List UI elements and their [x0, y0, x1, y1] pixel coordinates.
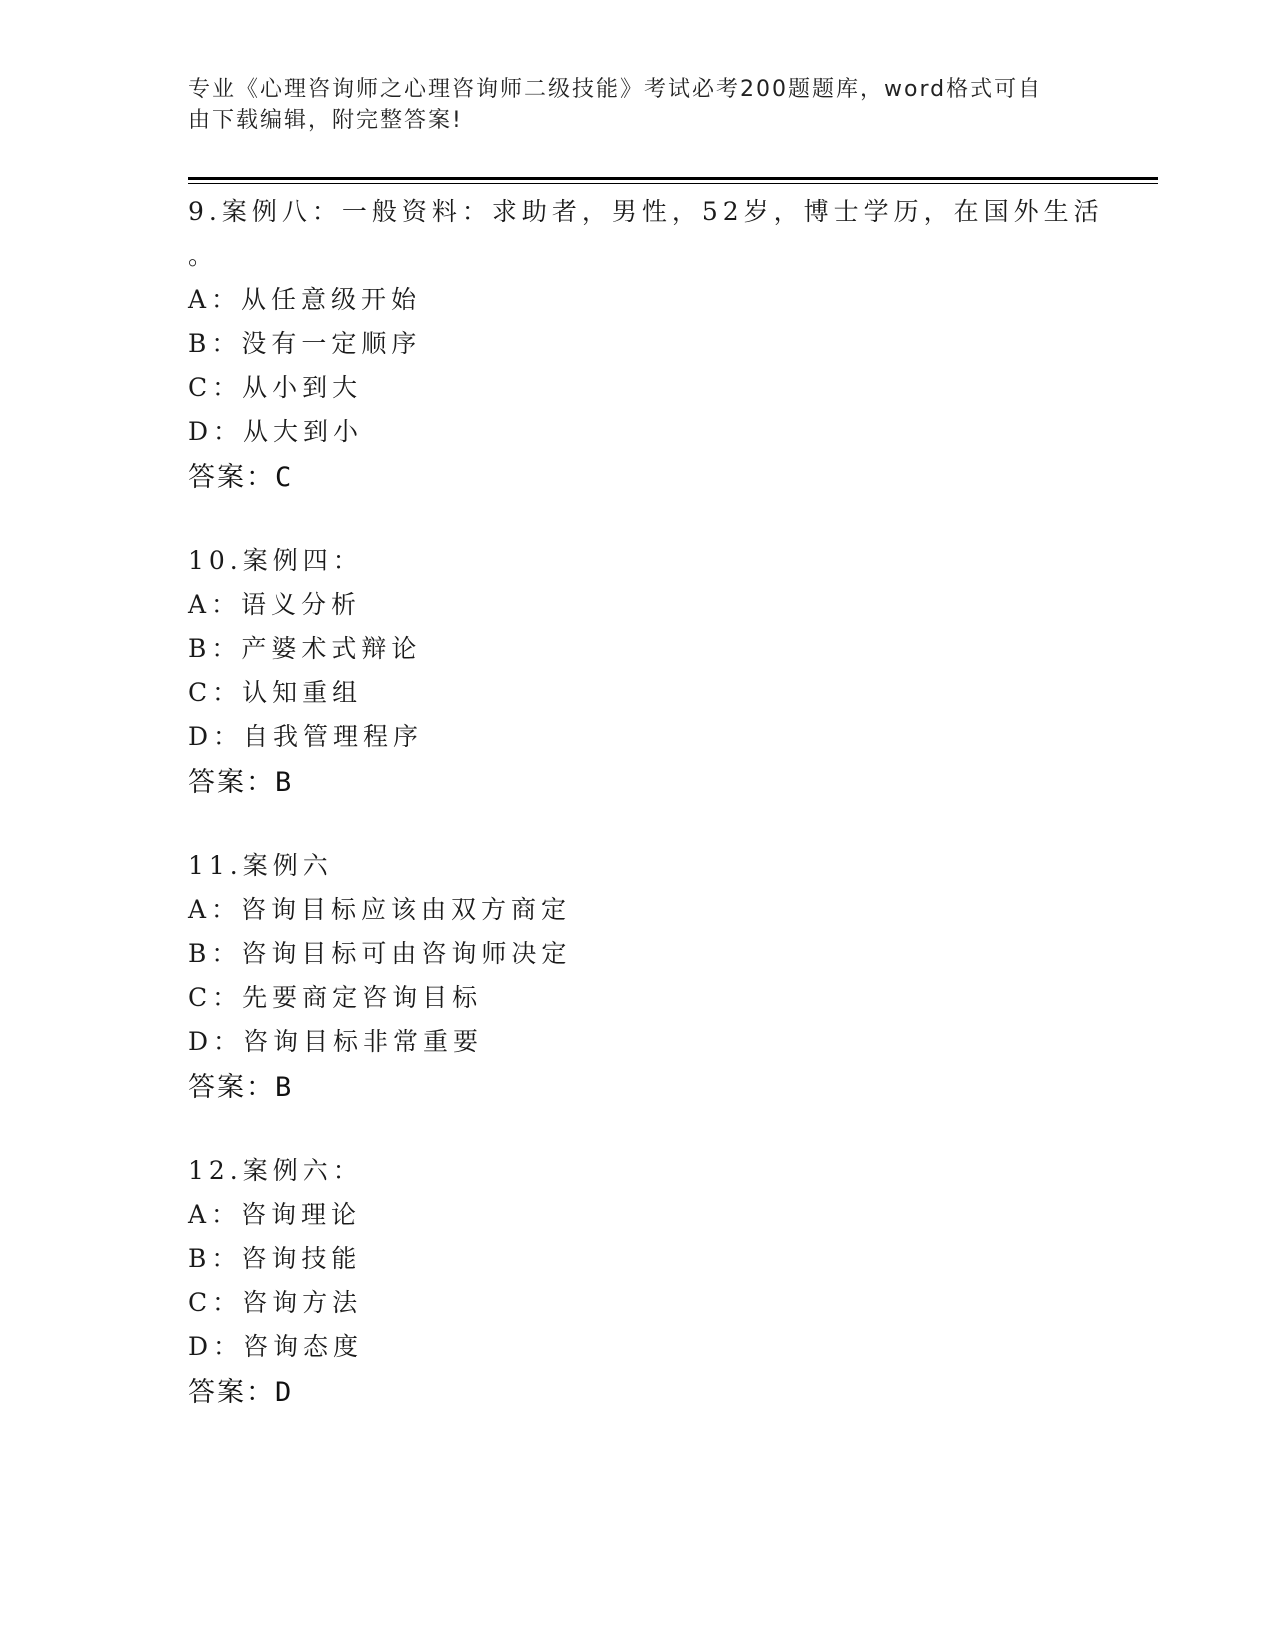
header-line-2: 由下载编辑，附完整答案! — [188, 108, 463, 133]
header-divider-thick — [188, 177, 1158, 180]
question-12-answer — [188, 1370, 293, 1409]
question-9-answer — [188, 455, 293, 494]
header-divider-thin — [188, 183, 1158, 184]
answer-label: 答案： — [188, 1377, 275, 1408]
question-10-option-b: B：产婆术式辩论 — [188, 634, 422, 663]
question-12-option-a: A：咨询理论 — [188, 1200, 362, 1229]
question-10-option-c: C：认知重组 — [188, 678, 363, 707]
answer-value: B — [275, 1072, 294, 1103]
question-10-option-a: A：语义分析 — [188, 590, 362, 619]
answer-label: 答案： — [188, 767, 275, 798]
answer-label: 答案： — [188, 1072, 275, 1103]
question-9-option-c: C：从小到大 — [188, 373, 363, 402]
question-11-option-a: A：咨询目标应该由双方商定 — [188, 895, 572, 924]
question-9-stem-continued: 。 — [188, 241, 219, 270]
question-9-option-d: D：从大到小 — [188, 417, 364, 446]
question-9-stem: 9.案例八：一般资料：求助者，男性，52岁，博士学历，在国外生活 — [188, 197, 1104, 226]
question-12-option-c: C：咨询方法 — [188, 1288, 363, 1317]
question-11-stem: 11.案例六 — [188, 851, 333, 880]
document-header — [188, 74, 1088, 136]
question-10-answer — [188, 760, 293, 799]
question-12-option-b: B：咨询技能 — [188, 1244, 362, 1273]
question-10-option-d: D：自我管理程序 — [188, 722, 424, 751]
answer-value: D — [275, 1377, 294, 1408]
question-12-stem: 12.案例六： — [188, 1156, 363, 1185]
answer-value: C — [275, 462, 294, 493]
question-11-option-b: B：咨询目标可由咨询师决定 — [188, 939, 572, 968]
question-11-option-d: D：咨询目标非常重要 — [188, 1027, 484, 1056]
answer-label: 答案： — [188, 462, 275, 493]
question-11-option-c: C：先要商定咨询目标 — [188, 983, 483, 1012]
answer-value: B — [275, 767, 294, 798]
question-9-option-b: B：没有一定顺序 — [188, 329, 422, 358]
question-11-answer — [188, 1065, 293, 1104]
question-10-stem: 10.案例四： — [188, 546, 363, 575]
question-12-option-d: D：咨询态度 — [188, 1332, 364, 1361]
question-9-option-a: A：从任意级开始 — [188, 285, 422, 314]
header-line-1: 专业《心理咨询师之心理咨询师二级技能》考试必考200题题库，word格式可自 — [188, 77, 1043, 102]
